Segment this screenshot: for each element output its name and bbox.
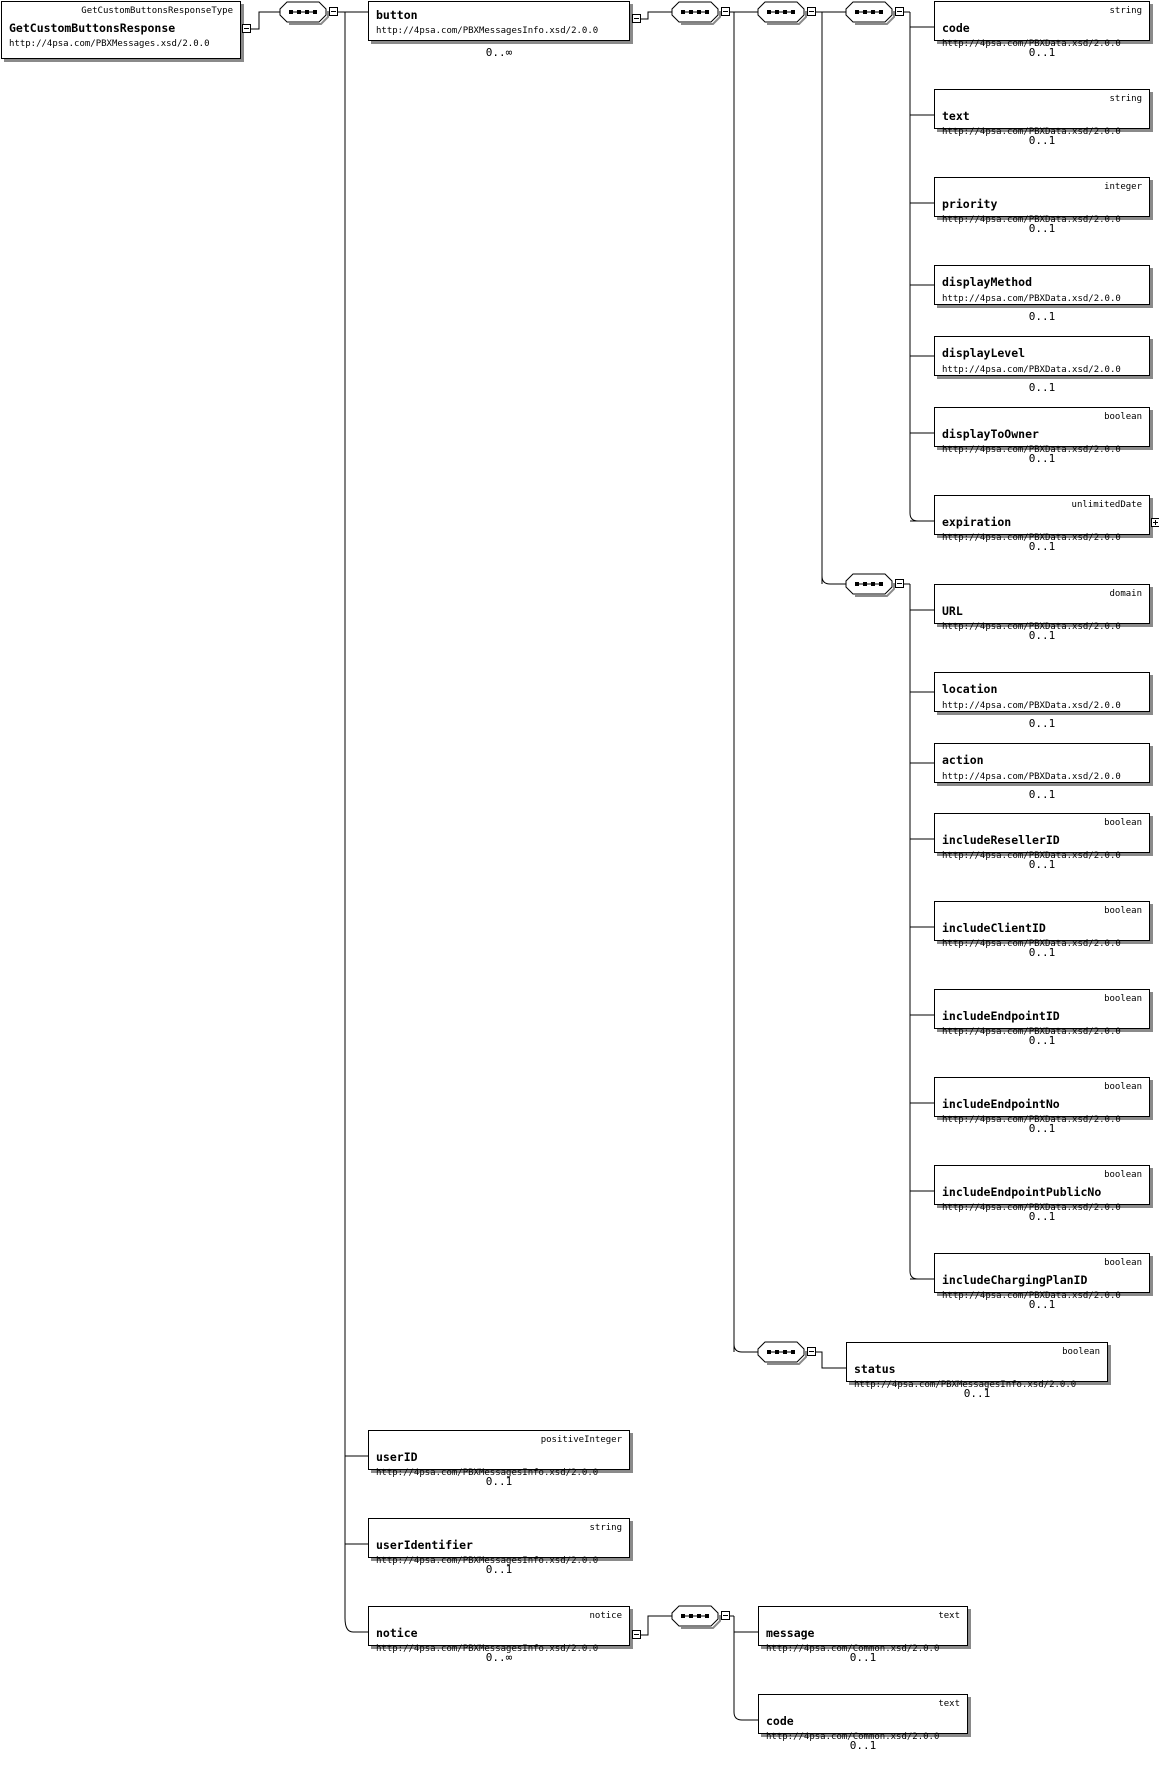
element-name-label: includeClientID (942, 921, 1046, 935)
collapse-toggle-icon[interactable] (242, 24, 251, 33)
cardinality-label: 0..1 (1028, 310, 1056, 323)
cardinality-label: 0..1 (1028, 858, 1056, 871)
element-type-label: text (938, 1699, 960, 1709)
element-name-label: code (942, 21, 970, 35)
element-box[interactable] (368, 1, 630, 41)
element-name-label: message (766, 1626, 815, 1640)
element-namespace-label: http://4psa.com/PBXMessagesInfo.xsd/2.0.0 (376, 1644, 599, 1654)
element-namespace-label: http://4psa.com/PBXMessages.xsd/2.0.0 (9, 39, 210, 49)
element-type-label: boolean (1104, 1258, 1142, 1268)
element-name-label: GetCustomButtonsResponse (9, 21, 176, 35)
cardinality-label: 0..1 (1028, 1122, 1056, 1135)
element-name-label: displayLevel (942, 346, 1026, 360)
element-box[interactable] (934, 1, 1150, 49)
element-box[interactable] (368, 1606, 630, 1654)
element-namespace-label: http://4psa.com/PBXData.xsd/2.0.0 (942, 1291, 1121, 1301)
element-box[interactable] (934, 1165, 1150, 1213)
element-type-label: string (1109, 6, 1142, 16)
cardinality-label: 0..1 (1028, 1034, 1056, 1047)
cardinality-label: 0..1 (1028, 452, 1056, 465)
element-box[interactable] (934, 813, 1150, 861)
element-name-label: code (766, 1714, 794, 1728)
element-name-label: text (942, 109, 970, 123)
element-type-label: boolean (1104, 818, 1142, 828)
sequence-compositor-icon[interactable] (846, 2, 894, 24)
collapse-toggle-icon[interactable] (721, 1611, 730, 1620)
element-namespace-label: http://4psa.com/PBXData.xsd/2.0.0 (942, 1203, 1121, 1213)
element-name-label: displayMethod (942, 275, 1033, 289)
element-box[interactable] (934, 989, 1150, 1037)
element-type-label: text (938, 1611, 960, 1621)
collapse-toggle-icon[interactable] (895, 7, 904, 16)
element-namespace-label: http://4psa.com/PBXData.xsd/2.0.0 (942, 1115, 1121, 1125)
element-box[interactable] (758, 1606, 968, 1654)
element-name-label: status (854, 1362, 896, 1376)
connector-line (816, 1352, 846, 1368)
element-name-label: includeEndpointNo (942, 1097, 1060, 1111)
cardinality-label: 0..1 (1028, 381, 1056, 394)
cardinality-label: 0..1 (1028, 540, 1056, 553)
cardinality-label: 0..1 (849, 1739, 877, 1752)
sequence-compositor-icon[interactable] (672, 1606, 720, 1628)
connector-line (734, 1344, 758, 1352)
element-namespace-label: http://4psa.com/PBXData.xsd/2.0.0 (942, 772, 1121, 782)
element-name-label: includeResellerID (942, 833, 1060, 847)
element-type-label: domain (1109, 589, 1142, 599)
connector-line (345, 1618, 368, 1632)
connector-line (641, 1616, 672, 1635)
connector-line (822, 576, 846, 584)
collapse-toggle-icon[interactable] (721, 7, 730, 16)
cardinality-label: 0..1 (1028, 46, 1056, 59)
cardinality-label: 0..1 (849, 1651, 877, 1664)
element-type-label: string (1109, 94, 1142, 104)
element-name-label: expiration (942, 515, 1012, 529)
element-type-label: boolean (1104, 906, 1142, 916)
connector-line (910, 1271, 918, 1279)
element-box[interactable] (934, 265, 1150, 305)
collapse-toggle-icon[interactable] (807, 1347, 816, 1356)
element-namespace-label: http://4psa.com/PBXData.xsd/2.0.0 (942, 1027, 1121, 1037)
element-box[interactable] (934, 407, 1150, 455)
element-name-label: notice (376, 1626, 418, 1640)
element-name-label: includeEndpointID (942, 1009, 1060, 1023)
element-namespace-label: http://4psa.com/PBXData.xsd/2.0.0 (942, 851, 1121, 861)
collapse-toggle-icon[interactable] (632, 1630, 641, 1639)
element-namespace-label: http://4psa.com/PBXData.xsd/2.0.0 (942, 39, 1121, 49)
cardinality-label: 0..1 (1028, 134, 1056, 147)
element-name-label: includeChargingPlanID (942, 1273, 1088, 1287)
element-namespace-label: http://4psa.com/PBXMessagesInfo.xsd/2.0.0 (376, 26, 599, 36)
element-box[interactable] (934, 1253, 1150, 1301)
element-namespace-label: http://4psa.com/PBXData.xsd/2.0.0 (942, 127, 1121, 137)
element-namespace-label: http://4psa.com/PBXMessagesInfo.xsd/2.0.0 (854, 1380, 1077, 1390)
cardinality-label: 0..1 (1028, 1210, 1056, 1223)
connector-line (641, 12, 672, 19)
collapse-toggle-icon[interactable] (632, 14, 641, 23)
element-box[interactable] (934, 1077, 1150, 1125)
cardinality-label: 0..1 (963, 1387, 991, 1400)
element-box[interactable] (934, 584, 1150, 632)
element-box[interactable] (368, 1430, 630, 1478)
element-name-label: userIdentifier (376, 1538, 473, 1552)
cardinality-label: 0..1 (1028, 629, 1056, 642)
cardinality-label: 0..1 (1028, 717, 1056, 730)
element-box[interactable] (934, 177, 1150, 225)
cardinality-label: 0..1 (1028, 788, 1056, 801)
element-name-label: URL (942, 604, 963, 618)
element-namespace-label: http://4psa.com/PBXData.xsd/2.0.0 (942, 445, 1121, 455)
sequence-compositor-icon[interactable] (846, 574, 894, 596)
element-namespace-label: http://4psa.com/Common.xsd/2.0.0 (766, 1732, 940, 1742)
element-name-label: button (376, 8, 418, 22)
element-namespace-label: http://4psa.com/PBXMessagesInfo.xsd/2.0.0 (376, 1468, 599, 1478)
collapse-toggle-icon[interactable] (807, 7, 816, 16)
cardinality-label: 0..1 (1028, 946, 1056, 959)
element-box[interactable] (1, 1, 241, 59)
connector-line (251, 12, 280, 29)
element-namespace-label: http://4psa.com/PBXData.xsd/2.0.0 (942, 215, 1121, 225)
collapse-toggle-icon[interactable] (895, 579, 904, 588)
element-name-label: userID (376, 1450, 418, 1464)
cardinality-label: 0..1 (485, 1563, 513, 1576)
element-box[interactable] (758, 1694, 968, 1742)
element-namespace-label: http://4psa.com/PBXMessagesInfo.xsd/2.0.0 (376, 1556, 599, 1566)
element-type-label: unlimitedDate (1071, 500, 1142, 510)
connector-line (734, 1712, 758, 1720)
element-type-label: GetCustomButtonsResponseType (81, 6, 233, 16)
element-type-label: positiveInteger (540, 1435, 622, 1445)
element-box[interactable] (934, 672, 1150, 712)
element-box[interactable] (934, 495, 1150, 543)
element-box[interactable] (846, 1342, 1108, 1390)
element-namespace-label: http://4psa.com/PBXData.xsd/2.0.0 (942, 294, 1121, 304)
element-type-label: notice (589, 1611, 622, 1621)
element-box[interactable] (934, 901, 1150, 949)
element-type-label: boolean (1104, 1082, 1142, 1092)
element-namespace-label: http://4psa.com/PBXData.xsd/2.0.0 (942, 939, 1121, 949)
cardinality-label: 0..1 (1028, 1298, 1056, 1311)
element-namespace-label: http://4psa.com/PBXData.xsd/2.0.0 (942, 365, 1121, 375)
element-type-label: boolean (1104, 1170, 1142, 1180)
element-type-label: boolean (1104, 994, 1142, 1004)
element-namespace-label: http://4psa.com/PBXData.xsd/2.0.0 (942, 622, 1121, 632)
element-type-label: boolean (1104, 412, 1142, 422)
element-name-label: priority (942, 197, 998, 211)
sequence-compositor-icon[interactable] (758, 2, 806, 24)
collapse-toggle-icon[interactable] (329, 7, 338, 16)
element-name-label: location (942, 682, 998, 696)
element-box[interactable] (934, 89, 1150, 137)
expand-toggle-icon[interactable] (1151, 518, 1159, 527)
element-box[interactable] (934, 336, 1150, 376)
cardinality-label: 0..∞ (485, 46, 513, 59)
element-name-label: includeEndpointPublicNo (942, 1185, 1102, 1199)
element-type-label: string (589, 1523, 622, 1533)
element-type-label: integer (1104, 182, 1142, 192)
sequence-compositor-icon[interactable] (280, 2, 328, 24)
element-box[interactable] (934, 743, 1150, 783)
element-name-label: displayToOwner (942, 427, 1039, 441)
cardinality-label: 0..1 (485, 1475, 513, 1488)
sequence-compositor-icon[interactable] (672, 2, 720, 24)
cardinality-label: 0..1 (1028, 222, 1056, 235)
element-type-label: boolean (1062, 1347, 1100, 1357)
element-name-label: action (942, 753, 984, 767)
element-namespace-label: http://4psa.com/PBXData.xsd/2.0.0 (942, 533, 1121, 543)
sequence-compositor-icon[interactable] (758, 1342, 806, 1364)
connector-line (910, 513, 918, 521)
element-namespace-label: http://4psa.com/PBXData.xsd/2.0.0 (942, 701, 1121, 711)
element-box[interactable] (368, 1518, 630, 1566)
element-namespace-label: http://4psa.com/Common.xsd/2.0.0 (766, 1644, 940, 1654)
cardinality-label: 0..∞ (485, 1651, 513, 1664)
